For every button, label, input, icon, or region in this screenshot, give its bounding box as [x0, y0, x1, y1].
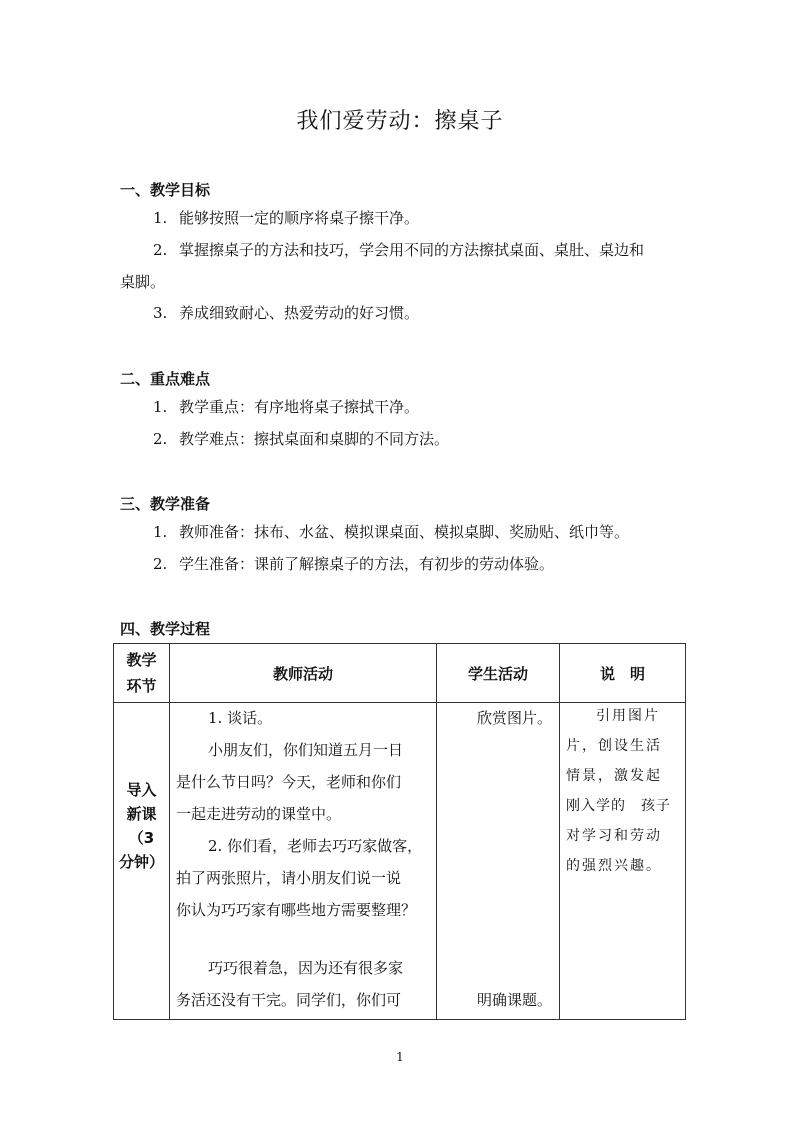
stage-line: 导入	[126, 781, 157, 799]
stage-cell	[114, 703, 170, 1020]
item-number: 3.	[153, 304, 168, 322]
section-heading-key-points: 二、重点难点	[120, 370, 211, 388]
item-text: 能够按照一定的顺序将桌子擦干净。	[179, 209, 420, 227]
teacher-line: 务活还没有干完。同学们，你们可	[176, 991, 402, 1009]
item-number: 1.	[153, 523, 168, 541]
goal-item	[153, 240, 644, 260]
page-number: 1	[396, 1050, 404, 1064]
teacher-line: 小朋友们，你们知道五月一日	[208, 741, 404, 759]
stage-text	[114, 778, 169, 874]
teacher-line: 2. 你们看，老师去巧巧家做客，	[208, 837, 423, 855]
teacher-line: 一起走进劳动的课堂中。	[176, 805, 342, 823]
note-line: 情景，激发起	[566, 768, 662, 784]
preparation-item	[153, 522, 629, 542]
teacher-line: 巧巧很着急，因为还有很多家	[208, 959, 404, 977]
header-student-activity: 学生活动	[437, 644, 560, 703]
item-text: 教师准备：抹布、水盆、模拟课桌面、模拟桌脚、奖励贴、纸巾等。	[179, 523, 630, 541]
preparation-item	[153, 554, 554, 574]
stage-line: 新课	[126, 805, 157, 823]
item-text: 教学难点：擦拭桌面和桌脚的不同方法。	[179, 430, 450, 448]
document-title: 我们爱劳动：擦桌子	[296, 109, 504, 134]
item-number: 1.	[153, 209, 168, 227]
header-stage	[114, 644, 170, 703]
key-point-item	[153, 397, 419, 417]
teacher-line: 拍了两张照片，请小朋友们说一说	[176, 869, 402, 887]
note-line: 刚入学的 孩子	[566, 798, 671, 814]
section-heading-process: 四、教学过程	[120, 620, 211, 638]
note-line: 对学习和劳动	[566, 828, 662, 844]
teacher-line: 1. 谈话。	[208, 709, 273, 727]
table-header-row	[114, 644, 686, 703]
student-line: 欣赏图片。	[477, 709, 553, 727]
item-number: 2.	[153, 430, 168, 448]
notes-cell	[560, 703, 686, 1020]
note-line: 片，创设生活	[566, 738, 662, 754]
note-line: 的强烈兴趣。	[566, 858, 662, 874]
header-stage-line: 环节	[126, 677, 157, 695]
student-activity-cell	[437, 703, 560, 1020]
note-line: 引用图片	[596, 708, 660, 724]
item-number: 2.	[153, 555, 168, 573]
item-number: 1.	[153, 398, 168, 416]
item-text: 养成细致耐心、热爱劳动的好习惯。	[179, 304, 420, 322]
item-number: 2.	[153, 241, 168, 259]
section-heading-goals: 一、教学目标	[120, 181, 211, 199]
header-notes: 说 明	[560, 644, 686, 703]
stage-line: 分钟）	[118, 853, 164, 871]
item-text: 教学重点：有序地将桌子擦拭干净。	[179, 398, 420, 416]
goal-item	[153, 303, 419, 323]
student-line: 明确课题。	[477, 991, 553, 1009]
item-text: 掌握擦桌子的方法和技巧，学会用不同的方法擦拭桌面、桌肚、桌边和	[179, 241, 645, 259]
teaching-process-table	[113, 643, 686, 1020]
section-heading-preparation: 三、教学准备	[120, 495, 211, 513]
header-teacher-activity: 教师活动	[170, 644, 437, 703]
teacher-line: 你认为巧巧家有哪些地方需要整理？	[176, 901, 417, 919]
item-text: 学生准备：课前了解擦桌子的方法，有初步的劳动体验。	[179, 555, 555, 573]
header-stage-line: 教学	[126, 651, 157, 669]
teacher-line: 是什么节日吗？今天，老师和你们	[176, 773, 402, 791]
teacher-activity-cell	[170, 703, 437, 1020]
goal-item	[153, 208, 419, 228]
key-point-item	[153, 429, 449, 449]
goal-item-continuation: 桌脚。	[120, 273, 166, 291]
table-row	[114, 703, 686, 1020]
stage-line: （3	[128, 829, 155, 847]
